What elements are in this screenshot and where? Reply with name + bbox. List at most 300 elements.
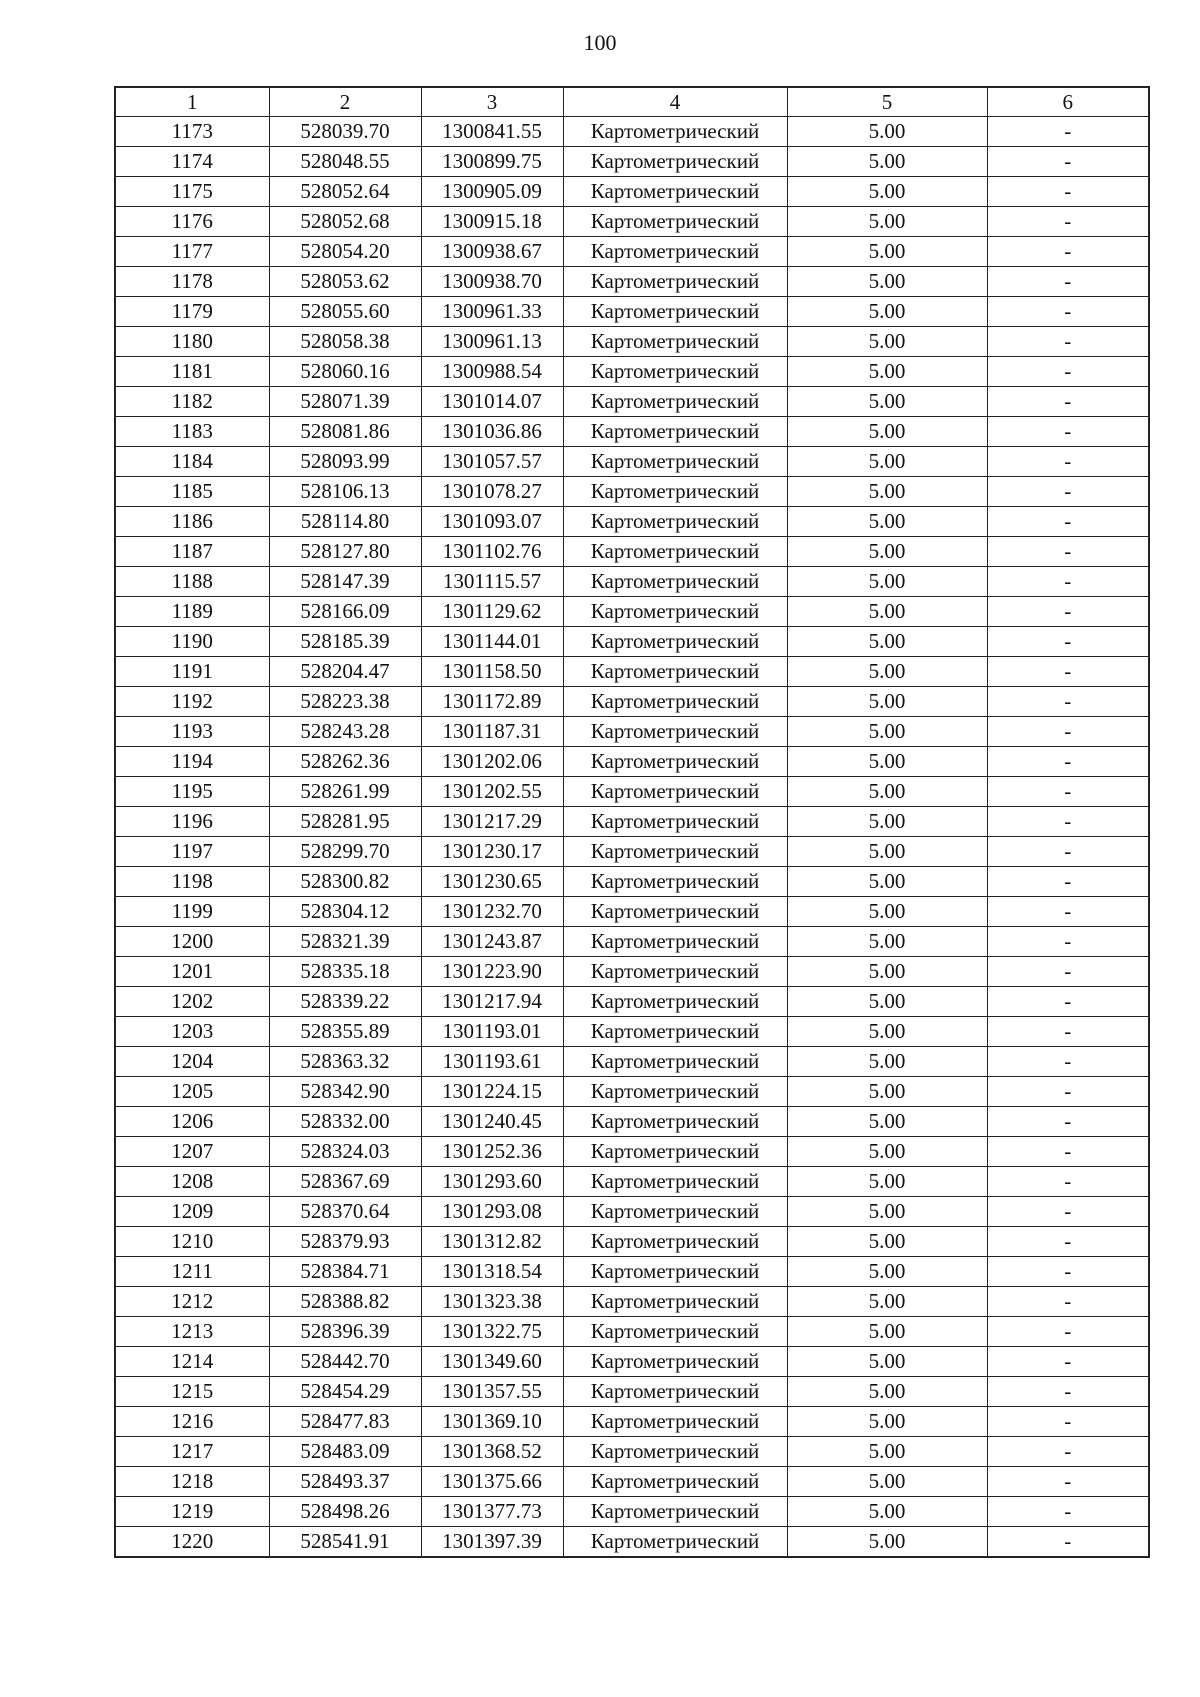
table-cell: - (987, 657, 1149, 687)
table-cell: - (987, 117, 1149, 147)
table-cell: Картометрический (563, 597, 787, 627)
table-row (115, 957, 1149, 987)
table-cell: - (987, 1197, 1149, 1227)
table-cell: 1301224.15 (421, 1077, 563, 1107)
table-cell: 1301397.39 (421, 1527, 563, 1558)
table-cell: - (987, 1137, 1149, 1167)
table-cell: 5.00 (787, 387, 987, 417)
table-cell: - (987, 387, 1149, 417)
table-row (115, 477, 1149, 507)
table-cell: 528342.90 (269, 1077, 421, 1107)
table-cell: 1301102.76 (421, 537, 563, 567)
table-cell: Картометрический (563, 1287, 787, 1317)
table-cell: - (987, 1497, 1149, 1527)
table-cell: 1300938.70 (421, 267, 563, 297)
table-cell: Картометрический (563, 627, 787, 657)
table-row (115, 1077, 1149, 1107)
table-cell: 5.00 (787, 1317, 987, 1347)
table-cell: Картометрический (563, 357, 787, 387)
table-cell: 5.00 (787, 1227, 987, 1257)
table-cell: - (987, 267, 1149, 297)
table-cell: 1301322.75 (421, 1317, 563, 1347)
table-cell: 528052.68 (269, 207, 421, 237)
table-cell: 528204.47 (269, 657, 421, 687)
table-cell: 1207 (115, 1137, 269, 1167)
table-cell: - (987, 327, 1149, 357)
table-cell: Картометрический (563, 1467, 787, 1497)
table-cell: 1186 (115, 507, 269, 537)
table-cell: - (987, 627, 1149, 657)
table-cell: 1300961.33 (421, 297, 563, 327)
coordinates-table (114, 86, 1150, 1558)
table-cell: Картометрический (563, 837, 787, 867)
table-cell: 528339.22 (269, 987, 421, 1017)
table-row (115, 237, 1149, 267)
table-cell: - (987, 957, 1149, 987)
table-cell: 5.00 (787, 327, 987, 357)
table-cell: 1216 (115, 1407, 269, 1437)
table-cell: 5.00 (787, 627, 987, 657)
table-cell: 1301243.87 (421, 927, 563, 957)
table-cell: 1188 (115, 567, 269, 597)
table-cell: 528493.37 (269, 1467, 421, 1497)
table-cell: 528388.82 (269, 1287, 421, 1317)
table-cell: 1301223.90 (421, 957, 563, 987)
table-cell: 1183 (115, 417, 269, 447)
table-cell: 528379.93 (269, 1227, 421, 1257)
table-cell: Картометрический (563, 537, 787, 567)
table-cell: 5.00 (787, 897, 987, 927)
table-cell: 1300905.09 (421, 177, 563, 207)
table-row (115, 567, 1149, 597)
table-cell: 1203 (115, 1017, 269, 1047)
table-cell: 528367.69 (269, 1167, 421, 1197)
table-cell: 5.00 (787, 207, 987, 237)
table-cell: 528261.99 (269, 777, 421, 807)
table-cell: 1300899.75 (421, 147, 563, 177)
table-cell: 1301369.10 (421, 1407, 563, 1437)
table-row (115, 297, 1149, 327)
table-cell: 1214 (115, 1347, 269, 1377)
table-cell: - (987, 1017, 1149, 1047)
table-cell: 528483.09 (269, 1437, 421, 1467)
table-row (115, 1467, 1149, 1497)
table-cell: 5.00 (787, 807, 987, 837)
table-cell: 5.00 (787, 1377, 987, 1407)
table-cell: - (987, 207, 1149, 237)
table-cell: 1205 (115, 1077, 269, 1107)
table-cell: - (987, 147, 1149, 177)
table-cell: 5.00 (787, 447, 987, 477)
table-cell: Картометрический (563, 1437, 787, 1467)
table-cell: 1210 (115, 1227, 269, 1257)
table-cell: 5.00 (787, 597, 987, 627)
table-cell: 528055.60 (269, 297, 421, 327)
table-cell: 5.00 (787, 567, 987, 597)
table-cell: 1175 (115, 177, 269, 207)
table-cell: 1202 (115, 987, 269, 1017)
table-row (115, 747, 1149, 777)
table-cell: 1217 (115, 1437, 269, 1467)
table-cell: 528127.80 (269, 537, 421, 567)
table-cell: 1301349.60 (421, 1347, 563, 1377)
table-row (115, 867, 1149, 897)
table-cell: 5.00 (787, 687, 987, 717)
table-cell: 1301172.89 (421, 687, 563, 717)
table-cell: Картометрический (563, 237, 787, 267)
table-cell: - (987, 1467, 1149, 1497)
table-cell: - (987, 417, 1149, 447)
table-cell: 528396.39 (269, 1317, 421, 1347)
table-row (115, 1167, 1149, 1197)
table-cell: - (987, 1227, 1149, 1257)
table-cell: 1301230.65 (421, 867, 563, 897)
table-cell: 1187 (115, 537, 269, 567)
table-cell: Картометрический (563, 777, 787, 807)
table-cell: Картометрический (563, 177, 787, 207)
table-cell: 1201 (115, 957, 269, 987)
table-cell: 528384.71 (269, 1257, 421, 1287)
table-row (115, 897, 1149, 927)
table-cell: 528321.39 (269, 927, 421, 957)
table-cell: - (987, 777, 1149, 807)
table-cell: Картометрический (563, 1497, 787, 1527)
table-cell: - (987, 1167, 1149, 1197)
table-cell: 1192 (115, 687, 269, 717)
table-cell: 528053.62 (269, 267, 421, 297)
table-cell: 5.00 (787, 957, 987, 987)
table-cell: Картометрический (563, 507, 787, 537)
table-cell: Картометрический (563, 207, 787, 237)
table-cell: Картометрический (563, 807, 787, 837)
table-cell: 5.00 (787, 477, 987, 507)
table-cell: 5.00 (787, 1017, 987, 1047)
table-cell: 1301230.17 (421, 837, 563, 867)
table-cell: 528039.70 (269, 117, 421, 147)
table-cell: - (987, 927, 1149, 957)
table-cell: 5.00 (787, 747, 987, 777)
column-header: 3 (421, 87, 563, 117)
table-cell: 5.00 (787, 1077, 987, 1107)
table-cell: 1301293.60 (421, 1167, 563, 1197)
table-cell: 1301057.57 (421, 447, 563, 477)
table-cell: 5.00 (787, 1047, 987, 1077)
table-cell: 1200 (115, 927, 269, 957)
table-header-row (115, 87, 1149, 117)
table-cell: 1173 (115, 117, 269, 147)
table-cell: 1301078.27 (421, 477, 563, 507)
table-cell: - (987, 1407, 1149, 1437)
table-cell: 1204 (115, 1047, 269, 1077)
table-cell: 5.00 (787, 1107, 987, 1137)
table-cell: 5.00 (787, 147, 987, 177)
table-cell: Картометрический (563, 117, 787, 147)
table-row (115, 1317, 1149, 1347)
table-cell: Картометрический (563, 417, 787, 447)
table-cell: - (987, 687, 1149, 717)
table-row (115, 1407, 1149, 1437)
table-cell: 528071.39 (269, 387, 421, 417)
table-cell: Картометрический (563, 717, 787, 747)
table-cell: 1182 (115, 387, 269, 417)
table-cell: 5.00 (787, 357, 987, 387)
table-cell: 5.00 (787, 1167, 987, 1197)
table-cell: 5.00 (787, 657, 987, 687)
table-cell: 1196 (115, 807, 269, 837)
table-cell: 1300961.13 (421, 327, 563, 357)
table-cell: 528477.83 (269, 1407, 421, 1437)
table-cell: 1301252.36 (421, 1137, 563, 1167)
table-cell: Картометрический (563, 1137, 787, 1167)
table-row (115, 267, 1149, 297)
table-cell: Картометрический (563, 957, 787, 987)
table-cell: 1301144.01 (421, 627, 563, 657)
table-cell: Картометрический (563, 1347, 787, 1377)
table-cell: 1301368.52 (421, 1437, 563, 1467)
table-cell: 5.00 (787, 417, 987, 447)
table-cell: Картометрический (563, 327, 787, 357)
table-cell: 528147.39 (269, 567, 421, 597)
table-cell: Картометрический (563, 1167, 787, 1197)
table-cell: 528300.82 (269, 867, 421, 897)
table-cell: Картометрический (563, 297, 787, 327)
table-row (115, 357, 1149, 387)
table-cell: 5.00 (787, 507, 987, 537)
column-header: 4 (563, 87, 787, 117)
table-cell: 1190 (115, 627, 269, 657)
table-cell: 5.00 (787, 1407, 987, 1437)
table-cell: Картометрический (563, 387, 787, 417)
table-cell: 1301202.55 (421, 777, 563, 807)
table-row (115, 1047, 1149, 1077)
table-cell: 5.00 (787, 1467, 987, 1497)
table-cell: 5.00 (787, 1287, 987, 1317)
table-cell: - (987, 1047, 1149, 1077)
table-cell: Картометрический (563, 1017, 787, 1047)
table-cell: 1209 (115, 1197, 269, 1227)
table-cell: 528299.70 (269, 837, 421, 867)
table-row (115, 837, 1149, 867)
table-cell: - (987, 1107, 1149, 1137)
table-cell: Картометрический (563, 657, 787, 687)
table-cell: Картометрический (563, 1107, 787, 1137)
table-cell: Картометрический (563, 687, 787, 717)
table-cell: - (987, 807, 1149, 837)
table-cell: - (987, 717, 1149, 747)
table-row (115, 1137, 1149, 1167)
table-cell: 5.00 (787, 1527, 987, 1558)
table-cell: - (987, 1257, 1149, 1287)
table-row (115, 1017, 1149, 1047)
table-cell: - (987, 447, 1149, 477)
table-row (115, 987, 1149, 1017)
table-cell: 528081.86 (269, 417, 421, 447)
table-cell: 1197 (115, 837, 269, 867)
table-cell: 1301293.08 (421, 1197, 563, 1227)
table-row (115, 327, 1149, 357)
table-cell: 528114.80 (269, 507, 421, 537)
table-cell: Картометрический (563, 1407, 787, 1437)
table-cell: 5.00 (787, 177, 987, 207)
table-cell: 1194 (115, 747, 269, 777)
table-row (115, 207, 1149, 237)
table-cell: 528243.28 (269, 717, 421, 747)
table-cell: 1301093.07 (421, 507, 563, 537)
table-cell: 1300841.55 (421, 117, 563, 147)
table-row (115, 537, 1149, 567)
table-cell: 1179 (115, 297, 269, 327)
table-cell: 1189 (115, 597, 269, 627)
table-cell: 5.00 (787, 1257, 987, 1287)
table-cell: 1213 (115, 1317, 269, 1347)
table-cell: 1301323.38 (421, 1287, 563, 1317)
table-cell: 528223.38 (269, 687, 421, 717)
table-cell: 1193 (115, 717, 269, 747)
table-cell: 5.00 (787, 1497, 987, 1527)
table-cell: - (987, 1317, 1149, 1347)
table-cell: 5.00 (787, 297, 987, 327)
table-cell: 528166.09 (269, 597, 421, 627)
table-cell: 528185.39 (269, 627, 421, 657)
table-cell: 528058.38 (269, 327, 421, 357)
table-cell: 1301158.50 (421, 657, 563, 687)
table-cell: 1301312.82 (421, 1227, 563, 1257)
table-row (115, 1107, 1149, 1137)
table-cell: 1174 (115, 147, 269, 177)
table-cell: - (987, 567, 1149, 597)
table-row (115, 1527, 1149, 1558)
table-cell: 1208 (115, 1167, 269, 1197)
table-cell: Картометрический (563, 747, 787, 777)
table-cell: 1301240.45 (421, 1107, 563, 1137)
table-cell: 1300988.54 (421, 357, 563, 387)
table-cell: - (987, 1527, 1149, 1558)
table-cell: 1220 (115, 1527, 269, 1558)
column-header: 6 (987, 87, 1149, 117)
table-cell: Картометрический (563, 1317, 787, 1347)
table-cell: 528324.03 (269, 1137, 421, 1167)
table-cell: 1218 (115, 1467, 269, 1497)
table-cell: 5.00 (787, 1137, 987, 1167)
table-cell: 5.00 (787, 777, 987, 807)
table-cell: - (987, 747, 1149, 777)
table-row (115, 1197, 1149, 1227)
table-cell: 1176 (115, 207, 269, 237)
table-cell: 1181 (115, 357, 269, 387)
table-cell: 5.00 (787, 267, 987, 297)
table-cell: Картометрический (563, 867, 787, 897)
table-cell: 1301217.94 (421, 987, 563, 1017)
table-cell: Картометрический (563, 1377, 787, 1407)
table-cell: - (987, 477, 1149, 507)
table-cell: 528281.95 (269, 807, 421, 837)
table-cell: 5.00 (787, 927, 987, 957)
table-cell: 1301014.07 (421, 387, 563, 417)
table-cell: 528304.12 (269, 897, 421, 927)
table-cell: 1185 (115, 477, 269, 507)
table-body (115, 117, 1149, 1558)
table-cell: 1184 (115, 447, 269, 477)
table-row (115, 177, 1149, 207)
table-cell: 1212 (115, 1287, 269, 1317)
table-cell: - (987, 357, 1149, 387)
page-number: 100 (583, 30, 617, 55)
table-row (115, 387, 1149, 417)
table-row (115, 687, 1149, 717)
table-cell: Картометрический (563, 447, 787, 477)
table-cell: 1301217.29 (421, 807, 563, 837)
column-header: 1 (115, 87, 269, 117)
table-cell: - (987, 1287, 1149, 1317)
table-cell: - (987, 837, 1149, 867)
table-cell: 1180 (115, 327, 269, 357)
table-row (115, 927, 1149, 957)
table-cell: 1191 (115, 657, 269, 687)
table-row (115, 1287, 1149, 1317)
table-row (115, 417, 1149, 447)
table-cell: 1301318.54 (421, 1257, 563, 1287)
table-row (115, 117, 1149, 147)
table-cell: Картометрический (563, 1527, 787, 1558)
table-cell: Картометрический (563, 987, 787, 1017)
table-cell: 5.00 (787, 867, 987, 897)
table-cell: 1301036.86 (421, 417, 563, 447)
table-cell: 528052.64 (269, 177, 421, 207)
table-cell: Картометрический (563, 1197, 787, 1227)
table-cell: - (987, 507, 1149, 537)
table-row (115, 147, 1149, 177)
table-cell: 528054.20 (269, 237, 421, 267)
table-cell: 528442.70 (269, 1347, 421, 1377)
table-cell: 528106.13 (269, 477, 421, 507)
column-header: 5 (787, 87, 987, 117)
table-cell: 528048.55 (269, 147, 421, 177)
table-cell: 1300938.67 (421, 237, 563, 267)
table-row (115, 1377, 1149, 1407)
table-cell: 1301377.73 (421, 1497, 563, 1527)
table-cell: 528093.99 (269, 447, 421, 477)
table-cell: - (987, 177, 1149, 207)
table-cell: Картометрический (563, 1047, 787, 1077)
table-cell: Картометрический (563, 927, 787, 957)
table-cell: Картометрический (563, 897, 787, 927)
table-row (115, 717, 1149, 747)
table-row (115, 627, 1149, 657)
table-row (115, 597, 1149, 627)
table-cell: 528498.26 (269, 1497, 421, 1527)
table-cell: 5.00 (787, 237, 987, 267)
table-row (115, 447, 1149, 477)
table-cell: 1301193.01 (421, 1017, 563, 1047)
table-cell: 528060.16 (269, 357, 421, 387)
table-cell: 1301232.70 (421, 897, 563, 927)
table-cell: Картометрический (563, 1077, 787, 1107)
table-row (115, 1437, 1149, 1467)
table-cell: 1178 (115, 267, 269, 297)
table-row (115, 1347, 1149, 1377)
table-row (115, 1497, 1149, 1527)
table-cell: 5.00 (787, 837, 987, 867)
table-cell: 1219 (115, 1497, 269, 1527)
table-cell: 5.00 (787, 1347, 987, 1377)
table-cell: - (987, 237, 1149, 267)
table-cell: 1301193.61 (421, 1047, 563, 1077)
table-cell: 5.00 (787, 717, 987, 747)
table-cell: - (987, 297, 1149, 327)
table-cell: 528332.00 (269, 1107, 421, 1137)
table-cell: - (987, 867, 1149, 897)
table-cell: - (987, 1347, 1149, 1377)
